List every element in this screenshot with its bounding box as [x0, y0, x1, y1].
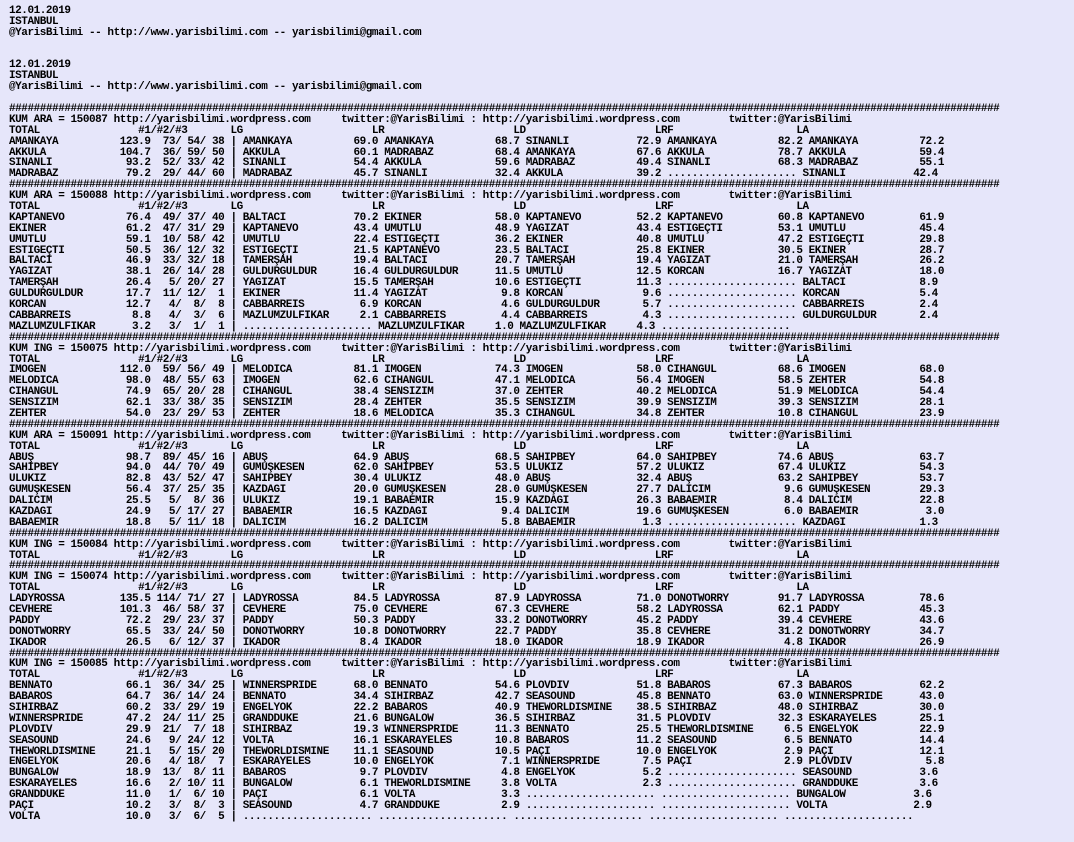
- report-line: IMOGEN 112.0 59/ 56/ 49 | MELODICA 81.1 IMOGEN 74.3 IMOGEN 58.0 CIHANGUL 68.6 IMOGEN 68.0: [9, 364, 944, 377]
- report-line: MADRABAZ 79.2 29/ 44/ 60 | MADRABAZ 45.7 SINANLI 32.4 AKKULA 39.2 ..................... SINANLI 42.4: [9, 168, 938, 181]
- separator-line: #################################################################################################################################################################: [9, 527, 1000, 540]
- race-header-line: KUM ING = 150084 http://yarisbilimi.wordpress.com twitter:@YarisBilimi : http://yarisbilimi.wordpress.com twitter:@YarisBilimi: [9, 538, 852, 551]
- report-line: IKADOR 26.5 6/ 12/ 37 | IKADOR 8.4 IKADOR 18.0 IKADOR 18.9 IKADOR 4.8 IKADOR 26.9: [9, 636, 944, 649]
- separator-line: #################################################################################################################################################################: [9, 647, 1000, 660]
- report-line: KAZDAGI 24.9 5/ 17/ 27 | BABAEMIR 16.5 KAZDAGI 9.4 DALICIM 19.6 GUMUŞKESEN 6.0 BABAEMIR 3.0: [9, 505, 944, 518]
- report-line: DONOTWORRY 65.5 33/ 24/ 50 | DONOTWORRY 10.8 DONOTWORRY 22.7 PADDY 35.8 CEVHERE 31.2 DONOTWORRY 34.7: [9, 625, 944, 638]
- report-line: CABBARREIS 8.8 4/ 3/ 6 | MAZLUMZULFIKAR 2.1 CABBARREIS 4.4 CABBARREIS 4.3 ..................... GULDURGULDUR 2.4: [9, 309, 938, 322]
- report-line: ZEHTER 54.0 23/ 29/ 53 | ZEHTER 18.6 MELODICA 35.3 CIHANGUL 34.8 ZEHTER 10.8 CIHANGUL 23.9: [9, 407, 944, 420]
- report-line: PADDY 72.2 29/ 23/ 37 | PADDY 50.3 PADDY 33.2 DONOTWORRY 45.2 PADDY 39.4 CEVHERE 43.6: [9, 614, 944, 627]
- column-header-line: TOTAL #1/#2/#3 LG LR LD LRF LA: [9, 440, 809, 453]
- report-line: @YarisBilimi -- http://www.yarisbilimi.com -- yarisbilimi@gmail.com: [9, 26, 422, 39]
- report-line: [9, 50, 1074, 61]
- column-header-line: TOTAL #1/#2/#3 LG LR LD LRF LA: [9, 124, 809, 137]
- report-line: MELODICA 98.0 48/ 55/ 63 | IMOGEN 62.6 CIHANGUL 47.1 MELODICA 56.4 IMOGEN 58.5 ZEHTER 54.8: [9, 375, 944, 388]
- report-line: GULDURGULDUR 17.7 11/ 12/ 1 | EKINER 11.4 YAGIZAT 9.8 KORCAN 9.6 ..................... KORCAN 5.4: [9, 288, 938, 301]
- report-line: PLOVDIV 29.9 21/ 7/ 18 | SIHIRBAZ 19.3 WINNERSPRIDE 11.3 BENNATO 25.5 THEWORLDISMINE 6.5 ENGELYOK 22.9: [9, 723, 944, 736]
- column-header-line: TOTAL #1/#2/#3 LG LR LD LRF LA: [9, 201, 809, 214]
- report-line: THEWORLDISMINE 21.1 5/ 15/ 20 | THEWORLDISMINE 11.1 SEASOUND 10.5 PAÇI 10.0 ENGELYOK 2.9 PAÇI 12.1: [9, 745, 944, 758]
- report-line: ABUŞ 98.7 89/ 45/ 16 | ABUŞ 64.9 ABUŞ 68.5 SAHIPBEY 64.0 SAHIPBEY 74.6 ABUŞ 63.7: [9, 451, 944, 464]
- report-line: BUNGALOW 18.9 13/ 8/ 11 | BABAROS 9.7 PLOVDIV 4.8 ENGELYOK 5.2 ..................... SEASOUND 3.6: [9, 767, 938, 780]
- race-header-line: KUM ING = 150074 http://yarisbilimi.wordpress.com twitter:@YarisBilimi : http://yarisbilimi.wordpress.com twitter:@YarisBilimi: [9, 571, 852, 584]
- report-line: VOLTA 10.0 3/ 6/ 5 | ..................... ..................... ..................... ..................... .....................: [9, 810, 914, 823]
- report-line: ESKARAYELES 16.6 2/ 10/ 11 | BUNGALOW 6.1 THEWORLDISMINE 3.8 VOLTA 2.3 ..................... GRANDDUKE 3.6: [9, 778, 938, 791]
- column-header-line: TOTAL #1/#2/#3 LG LR LD LRF LA: [9, 669, 809, 682]
- report-line: CEVHERE 101.3 46/ 58/ 37 | CEVHERE 75.0 CEVHERE 67.3 CEVHERE 58.2 LADYROSSA 62.1 PADDY 45.3: [9, 603, 944, 616]
- report-line: MAZLUMZULFIKAR 3.2 3/ 1/ 1 | ..................... MAZLUMZULFIKAR 1.0 MAZLUMZULFIKAR 4.3 .....................: [9, 320, 791, 333]
- report-line: BALTACI 46.9 33/ 32/ 18 | TAMERŞAH 19.4 BALTACI 20.7 TAMERŞAH 19.4 YAGIZAT 21.0 TAMERŞAH 26.2: [9, 255, 944, 268]
- report-line: KAPTANEVO 76.4 49/ 37/ 40 | BALTACI 70.2 EKINER 58.0 KAPTANEVO 52.2 KAPTANEVO 60.8 KAPTANEVO 61.9: [9, 211, 944, 224]
- separator-line: #################################################################################################################################################################: [9, 103, 1000, 116]
- report-line: DALICIM 25.5 5/ 8/ 36 | ULUKIZ 19.1 BABAEMIR 15.9 KAZDAGI 26.3 BABAEMIR 8.4 DALICIM 22.8: [9, 495, 944, 508]
- report-line: SEASOUND 24.6 9/ 24/ 12 | VOLTA 16.1 ESKARAYELES 10.8 BABAROS 11.2 SEASOUND 6.5 BENNATO 14.4: [9, 734, 944, 747]
- report-line: CIHANGUL 74.9 65/ 20/ 28 | CIHANGUL 38.4 SENSIZIM 37.0 ZEHTER 40.2 MELODICA 51.9 MELODICA 54.4: [9, 386, 944, 399]
- report-line: @YarisBilimi -- http://www.yarisbilimi.com -- yarisbilimi@gmail.com: [9, 81, 422, 94]
- race-header-line: KUM ARA = 150091 http://yarisbilimi.wordpress.com twitter:@YarisBilimi : http://yarisbilimi.wordpress.com twitter:@YarisBilimi: [9, 429, 852, 442]
- report-line: GUMUŞKESEN 56.4 37/ 25/ 35 | KAZDAGI 20.0 GUMUŞKESEN 28.0 GUMUŞKESEN 27.7 DALICIM 9.6 GUMUŞKESEN 29.3: [9, 484, 944, 497]
- report-line: ENGELYOK 20.6 4/ 18/ 7 | ESKARAYELES 10.0 ENGELYOK 7.1 WINNERSPRIDE 7.5 PAÇI 2.9 PLOVDIV 5.8: [9, 756, 944, 769]
- separator-line: #################################################################################################################################################################: [9, 179, 1000, 192]
- report-line: BABAEMIR 18.8 5/ 11/ 18 | DALICIM 16.2 DALICIM 5.8 BABAEMIR 1.3 ..................... KAZDAGI 1.3: [9, 516, 938, 529]
- report-line: YAGIZAT 38.1 26/ 14/ 28 | GULDURGULDUR 16.4 GULDURGULDUR 11.5 UMUTLU 12.5 KORCAN 16.7 YAGIZAT 18.0: [9, 266, 944, 279]
- report-line: ULUKIZ 82.8 43/ 52/ 47 | SAHIPBEY 30.4 ULUKIZ 48.0 ABUŞ 32.4 ABUŞ 63.2 SAHIPBEY 53.7: [9, 473, 944, 486]
- column-header-line: TOTAL #1/#2/#3 LG LR LD LRF LA: [9, 582, 809, 595]
- report-line: [9, 39, 1074, 50]
- report-line: WINNERSPRIDE 47.2 24/ 11/ 25 | GRANDDUKE 21.6 BUNGALOW 36.5 SIHIRBAZ 31.5 PLOVDIV 32.3 ESKARAYELES 25.1: [9, 712, 944, 725]
- race-header-line: KUM ARA = 150088 http://yarisbilimi.wordpress.com twitter:@YarisBilimi : http://yarisbilimi.wordpress.com twitter:@YarisBilimi: [9, 190, 852, 203]
- report-line: ISTANBUL: [9, 70, 59, 83]
- report-line: UMUTLU 59.1 10/ 58/ 42 | UMUTLU 22.4 ESTIGEÇTI 36.2 EKINER 40.8 UMUTLU 47.2 ESTIGEÇTI 29.8: [9, 233, 944, 246]
- race-header-line: KUM ING = 150075 http://yarisbilimi.wordpress.com twitter:@YarisBilimi : http://yarisbilimi.wordpress.com twitter:@YarisBilimi: [9, 342, 852, 355]
- report-line: AMANKAYA 123.9 73/ 54/ 38 | AMANKAYA 69.0 AMANKAYA 68.7 SINANLI 72.9 AMANKAYA 82.2 AMANKAYA 72.2: [9, 135, 944, 148]
- report-line: PAÇI 10.2 3/ 8/ 3 | SEASOUND 4.7 GRANDDUKE 2.9 ..................... ..................... VOLTA 2.9: [9, 800, 932, 813]
- report-line: SENSIZIM 62.1 33/ 38/ 35 | SENSIZIM 28.4 ZEHTER 35.5 SENSIZIM 39.9 SENSIZIM 39.3 SENSIZIM 28.1: [9, 397, 944, 410]
- separator-line: #################################################################################################################################################################: [9, 418, 1000, 431]
- report-line: ISTANBUL: [9, 15, 59, 28]
- report-line: BENNATO 66.1 36/ 34/ 25 | WINNERSPRIDE 68.0 BENNATO 54.6 PLOVDIV 51.8 BABAROS 67.3 BABAROS 62.2: [9, 680, 944, 693]
- separator-line: #################################################################################################################################################################: [9, 331, 1000, 344]
- report-line: SAHIPBEY 94.0 44/ 70/ 49 | GUMUŞKESEN 62.0 SAHIPBEY 53.5 ULUKIZ 57.2 ULUKIZ 67.4 ULUKIZ 54.3: [9, 462, 944, 475]
- race-header-line: KUM ING = 150085 http://yarisbilimi.wordpress.com twitter:@YarisBilimi : http://yarisbilimi.wordpress.com twitter:@YarisBilimi: [9, 658, 852, 671]
- report-line: KORCAN 12.7 4/ 8/ 8 | CABBARREIS 6.9 KORCAN 4.6 GULDURGULDUR 5.7 ..................... CABBARREIS 2.4: [9, 299, 938, 312]
- separator-line: #################################################################################################################################################################: [9, 560, 1000, 573]
- column-header-line: TOTAL #1/#2/#3 LG LR LD LRF LA: [9, 353, 809, 366]
- report-line: TAMERŞAH 26.4 5/ 20/ 27 | YAGIZAT 15.5 TAMERŞAH 10.6 ESTIGEÇTI 11.3 ..................... BALTACI 8.9: [9, 277, 938, 290]
- column-header-line: TOTAL #1/#2/#3 LG LR LD LRF LA: [9, 549, 809, 562]
- report-line: SINANLI 93.2 52/ 33/ 42 | SINANLI 54.4 AKKULA 59.6 MADRABAZ 49.4 SINANLI 68.3 MADRABAZ 55.1: [9, 157, 944, 170]
- report-line: BABAROS 64.7 36/ 14/ 24 | BENNATO 34.4 SIHIRBAZ 42.7 SEASOUND 45.8 BENNATO 63.0 WINNERSPRIDE 43.0: [9, 691, 944, 704]
- report-line: 12.01.2019: [9, 5, 71, 17]
- report-line: GRANDDUKE 11.0 1/ 6/ 10 | PAÇI 6.1 VOLTA 3.3 ..................... ..................... BUNGALOW 3.6: [9, 789, 932, 802]
- report-line: LADYROSSA 135.5 114/ 71/ 27 | LADYROSSA 84.5 LADYROSSA 87.9 LADYROSSA 71.0 DONOTWORRY 91.7 LADYROSSA 78.6: [9, 593, 944, 606]
- report-line: EKINER 61.2 47/ 31/ 29 | KAPTANEVO 43.4 UMUTLU 48.9 YAGIZAT 43.4 ESTIGEÇTI 53.1 UMUTLU 45.4: [9, 222, 944, 235]
- race-header-line: KUM ARA = 150087 http://yarisbilimi.wordpress.com twitter:@YarisBilimi : http://yarisbilimi.wordpress.com twitter:@YarisBilimi: [9, 113, 852, 126]
- report-line: 12.01.2019: [9, 59, 71, 72]
- report-line: SIHIRBAZ 60.2 33/ 29/ 19 | ENGELYOK 22.2 BABAROS 40.9 THEWORLDISMINE 38.5 SIHIRBAZ 48.0 SIHIRBAZ 30.0: [9, 702, 944, 714]
- report-line: ESTIGEÇTI 50.5 36/ 12/ 32 | ESTIGEÇTI 21.5 KAPTANEVO 23.5 BALTACI 25.8 EKINER 30.5 EKINER 28.7: [9, 244, 944, 257]
- report-line: AKKULA 104.7 36/ 59/ 50 | AKKULA 60.1 MADRABAZ 68.4 AMANKAYA 67.6 AKKULA 78.7 AKKULA 59.4: [9, 146, 944, 159]
